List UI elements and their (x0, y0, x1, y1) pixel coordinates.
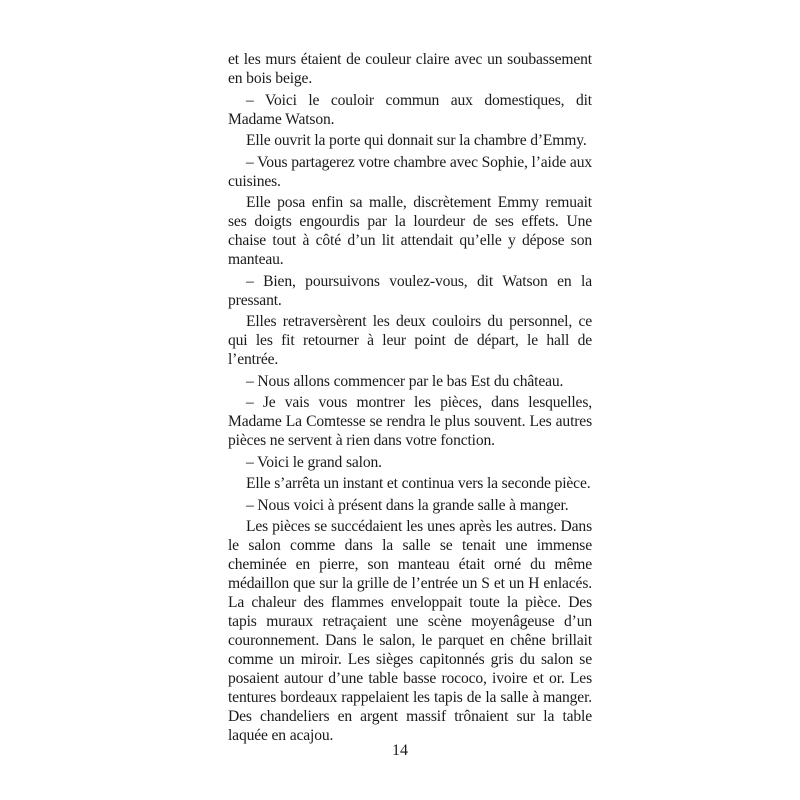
paragraph: Les pièces se succédaient les unes après les autres. Dans le salon comme dans la salle se tenait une immense cheminée en pierre, son manteau était orné du même médaillon que sur la grille de l’entrée un S et un H enlacés. La chaleur des flammes enveloppait toute la pièce. Des tapis muraux retraçaient une scène moyenâgeuse d’un couronnement. Dans le salon, le parquet en chêne brillait comme un miroir. Les sièges capitonnés gris du salon se posaient autour d’une table basse rococo, ivoire et or. Les tentures bordeaux rappelaient les tapis de la salle à manger. Des chandeliers en argent massif trônaient sur la table laquée en acajou. (228, 518, 592, 744)
page-number: 14 (392, 742, 408, 759)
paragraph: Elle s’arrêta un instant et continua vers la seconde pièce. (246, 475, 591, 492)
paragraph: Elle posa enfin sa malle, discrètement Emmy remuait ses doigts engourdis par la lourdeur de ses effets. Une chaise tout à côté d’un lit attendait qu’elle y dépose son manteau. (228, 194, 592, 268)
paragraph: Elles retraversèrent les deux couloirs du personnel, ce qui les fit retourner à leur point de départ, le hall de l’entrée. (228, 313, 592, 368)
paragraph: – Vous partagerez votre chambre avec Sophie, l’aide aux cuisines. (228, 153, 592, 190)
paragraph: et les murs étaient de couleur claire avec un soubassement en bois beige. (228, 51, 592, 87)
paragraph: Elle ouvrit la porte qui donnait sur la chambre d’Emmy. (246, 132, 587, 149)
paragraph: – Voici le couloir commun aux domestiques, dit Madame Watson. (228, 91, 592, 128)
paragraph: – Nous allons commencer par le bas Est du château. (246, 372, 564, 390)
paragraph: – Je vais vous montrer les pièces, dans lesquelles, Madame La Comtesse se rendra le plus souvent. Les autres pièces ne servent à rien dans votre fonction. (228, 394, 592, 449)
paragraph: – Voici le grand salon. (246, 453, 382, 471)
paragraph: – Bien, poursuivons voulez-vous, dit Watson en la pressant. (228, 272, 592, 309)
body-text (228, 50, 592, 745)
paragraph: – Nous voici à présent dans la grande salle à manger. (246, 496, 569, 514)
